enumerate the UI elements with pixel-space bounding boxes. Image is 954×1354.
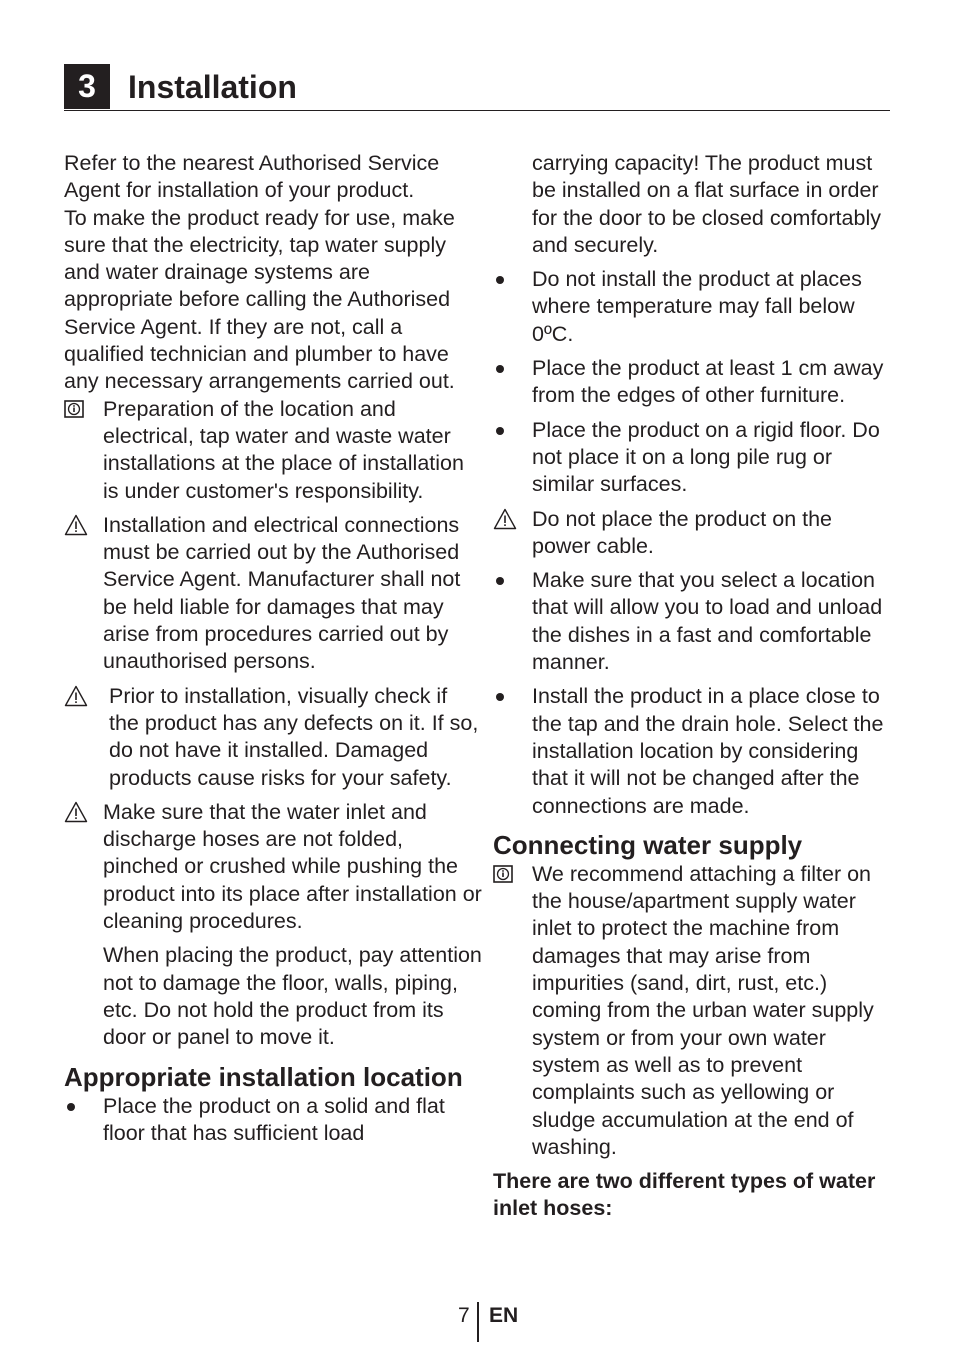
bullet-item-1	[64, 1093, 482, 1148]
warning-note-1-text: Installation and electrical connections must be carried out by the Authorised Service Agent. Manufacturer shall not be held liable for damages that may arise from procedures carried out by unauthorised persons.	[103, 512, 461, 674]
warning-note-3-text: Make sure that the water inlet and discharge hoses are not folded, pinched or crushed while pushing the product into its place after installation or cleaning procedures.	[103, 799, 482, 934]
warning-icon	[64, 799, 88, 826]
info-note-water-text: We recommend attaching a filter on the house/apartment supply water inlet to protect the machine from damages that may arise from impurities (sand, dirt, rust, etc.) coming from the urban water supply system or from your own water system as well as to prevent complaints such as yellowing or sludge accumulation at the end of washing.	[532, 861, 874, 1159]
page-number: 7	[458, 1304, 470, 1327]
info-note	[64, 396, 482, 505]
section-heading-water-supply: Connecting water supply	[493, 829, 803, 860]
bullet-item-5	[493, 567, 893, 676]
bullet-icon	[496, 276, 504, 284]
bullet-item-4	[493, 417, 893, 499]
footer-divider	[477, 1302, 479, 1342]
section-heading-location: Appropriate installation location	[64, 1061, 463, 1092]
bullet-item-5-text: Make sure that you select a location that will allow you to load and unload the dishes in a fast and comfortable manner.	[532, 568, 883, 675]
info-icon	[493, 861, 517, 888]
warning-icon	[64, 512, 88, 539]
warning-icon	[493, 506, 517, 533]
info-icon	[64, 396, 88, 423]
warning-note-4-text: Do not place the product on the power cable.	[532, 506, 833, 558]
chapter-number: 3	[64, 64, 110, 109]
bullet-item-2	[493, 266, 893, 348]
chapter-title: Installation	[128, 69, 297, 105]
bullet-item-4-text: Place the product on a rigid floor. Do not place it on a long pile rug or similar surfaces.	[532, 417, 880, 497]
bullet-item-2-text: Do not install the product at places where temperature may fall below 0ºC.	[532, 267, 862, 346]
bullet-icon	[496, 577, 504, 585]
warning-note-2	[64, 683, 482, 792]
bullet-icon	[496, 365, 504, 373]
warning-note-3	[64, 799, 482, 935]
language-code: EN	[489, 1304, 519, 1327]
right-column	[493, 150, 893, 1223]
warning-icon	[64, 683, 88, 710]
warning-note-1	[64, 512, 482, 676]
info-note-text: Preparation of the location and electrical, tap water and waste water installations at the place of installation is under customer's responsibility.	[103, 396, 464, 503]
bullet-item-1-text: Place the product on a solid and flat floor that has sufficient load	[103, 1093, 445, 1145]
intro-paragraph-2: To make the product ready for use, make sure that the electricity, tap water supply and water drainage systems are appropriate before calling the Authorised Service Agent. If they are not, call a qualified technician and plumber to have any necessary arrangements carried out.	[64, 205, 455, 394]
bullet-item-6	[493, 683, 893, 819]
page-footer	[0, 1302, 954, 1342]
info-note-water	[493, 861, 893, 1161]
warning-note-2-text: Prior to installation, visually check if the product has any defects on it. If so, do not have it installed. Damaged products cause risks for your safety.	[109, 683, 479, 790]
bullet-icon	[496, 693, 504, 701]
bullet-icon	[67, 1103, 75, 1111]
bullet-item-1-continued: carrying capacity! The product must be installed on a flat surface in order for the door to be closed comfortably and securely.	[532, 151, 881, 257]
page-header	[64, 64, 890, 111]
bullet-icon	[496, 427, 504, 435]
bullet-item-6-text: Install the product in a place close to the tap and the drain hole. Select the installation location by considering that it will not be changed after the connections are made.	[532, 684, 884, 818]
warning-note-3-continued: When placing the product, pay attention not to damage the floor, walls, piping, etc. Do not hold the product from its door or panel to move it.	[103, 943, 482, 1050]
intro-paragraph-1: Refer to the nearest Authorised Service Agent for installation of your product.	[64, 151, 440, 203]
bullet-item-3	[493, 355, 893, 410]
left-column	[64, 150, 482, 1147]
hose-types-note: There are two different types of water inlet hoses:	[493, 1169, 876, 1221]
warning-note-4	[493, 506, 893, 561]
bullet-item-3-text: Place the product at least 1 cm away from the edges of other furniture.	[532, 356, 884, 408]
